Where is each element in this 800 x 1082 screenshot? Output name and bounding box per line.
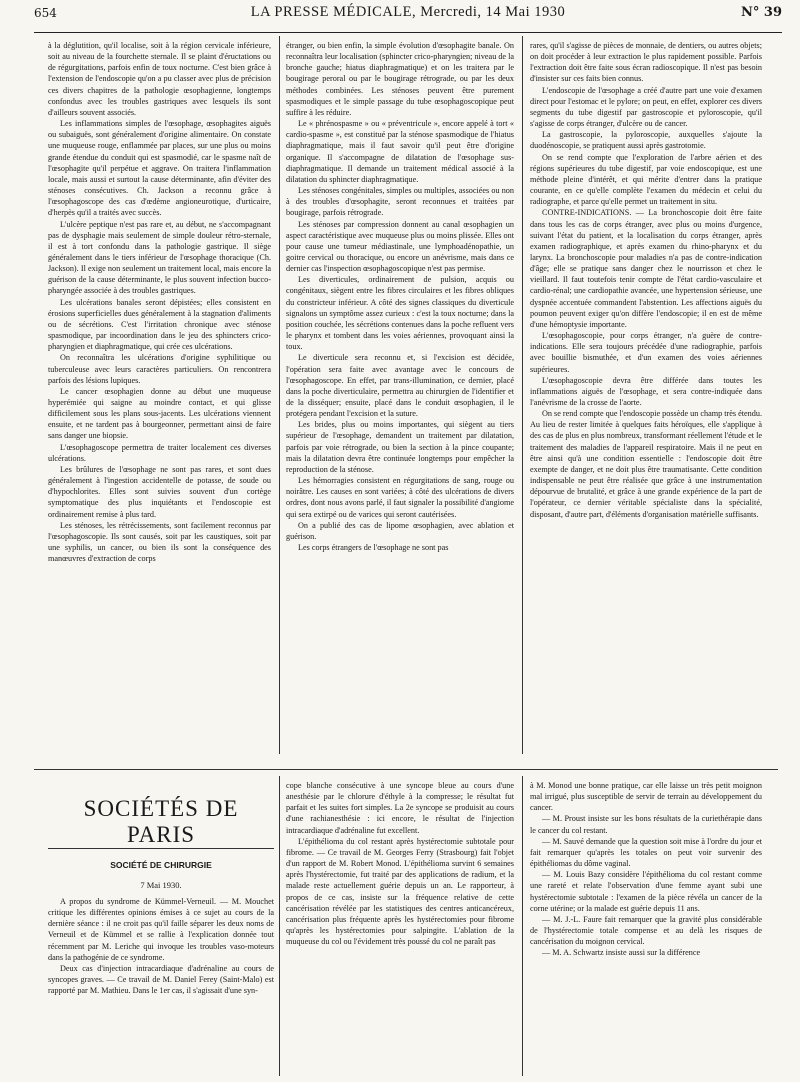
paragraph: On reconnaîtra les ulcérations d'origine syphilitique ou tuberculeuse avec leurs caractères particuliers. On rencontrera parfois des lésions lupiques. bbox=[48, 353, 271, 385]
paragraph: L'œsophagoscopie devra être différée dans toutes les inflammations aiguës de l'œsophage, et sera contre-indiquée dans l'anévrisme de la crosse de l'aorte. bbox=[530, 375, 762, 407]
paragraph: On a publié des cas de lipome œsophagien, avec ablation et guérison. bbox=[286, 520, 514, 541]
paragraph: — M. Sauvé demande que la question soit mise à l'ordre du jour et fait remarquer qu'après les totales on peut voir survenir des épithéliomas du dôme vaginal. bbox=[530, 836, 762, 869]
paragraph: L'œsophagoscope permettra de traiter localement ces diverses ulcérations. bbox=[48, 442, 271, 463]
paragraph: L'épithélioma du col restant après hystérectomie subtotale pour fibrome. — Ce travail de M. Georges Ferry (Strasbourg) fait l'objet d'un rapport de M. Robert Monod. L'épithélioma survint 6 semaines après l'hystérectomie, fut traité par des applications de radium, et la malade reste actuellement guérie depuis un an. Le rapporteur, à propos de ce cas, insiste sur la fréquence relative de cette cancérisation révélée par les statistiques des centres anticancéreux, cancérisation plus fréquente après les hystérectomies pour fibrome qu'après les hystérectomies pour salpingite. L'ablation de la muqueuse du col ou l'évidement très poussé du col ne paraît pas bbox=[286, 836, 514, 947]
paragraph: Les brides, plus ou moins importantes, qui siègent au tiers supérieur de l'œsophage, demandent un traitement par dilatation, parfois par voie rétrograde, ou bien la section à la pince coupante; mais la dilatation devra être continuée longtemps pour empêcher la reproduction de la sténose. bbox=[286, 420, 514, 474]
paragraph: L'œsophagoscopie, pour corps étranger, n'a guère de contre-indications. Elle sera toujours précédée d'une radiographie, parfois avec bouillie bismuthée, et d'un examen des voies aériennes supérieures. bbox=[530, 331, 762, 374]
society-name: SOCIÉTÉ DE CHIRURGIE bbox=[110, 860, 212, 870]
paragraph: cope blanche consécutive à une syncope bleue au cours d'une anesthésie par le chlorure d'éthyle à la compresse; le résultat fut parfait et les suites fort simples. La 2e syncope se produisit au cours d'une rachianesthésie : ici encore, le résultat de l'injection intracardiaque d'adrénaline fut excellent. bbox=[286, 781, 514, 835]
paragraph: Le « phrénospasme » ou « préventricule », encore appelé à tort « cardio-spasme », est constitué par la sténose spasmodique de l'hiatus diaphragmatique, mais il faut savoir qu'il peut être d'origine organique. Il s'accompagne de dilatation de l'œsophage sus-diaphragmatique. Il demande un traitement médical associé à la dilatation du sphincter diaphragmatique. bbox=[286, 119, 514, 184]
society-column-1 bbox=[48, 896, 274, 1076]
paragraph: Les sténoses par compression donnent au canal œsophagien un aspect caractéristique avec muqueuse plus ou moins plissée. Elles ont pour cause une tumeur médiastinale, une lymphoadénopathie, un goitre cervical ou thoracique, ou encore un anévrisme, mais dans ce dernier cas l'inspection œsophagoscopique n'est pas permise. bbox=[286, 219, 514, 274]
article-column-3 bbox=[530, 40, 762, 750]
paragraph: Les sténoses, les rétrécissements, sont facilement reconnus par l'œsophagoscopie. Ils sont causés, soit par les caustiques, soit par une syphilis, un cancer, ou bien ils sont la conséquence des manœuvres d'extraction de corps bbox=[48, 520, 271, 564]
paragraph: On se rend compte que l'exploration de l'arbre aérien et des régions supérieures du tube digestif, par voie endoscopique, est une méthode pleine d'intérêt, et qui mérite d'entrer dans la pratique courante, en ce qu'elle complète l'examen du médecin et celui du radiographe, et parce qu'elle permet un traitement in situ. bbox=[530, 152, 762, 207]
paragraph: Les diverticules, ordinairement de pulsion, acquis ou congénitaux, siègent entre les fibres circulaires et les fibres obliques du constricteur inférieur. A côté des signes classiques du diverticule signalons un symptôme assez curieux : c'est la toux nocturne; dans la position couchée, les sécrétions contenues dans la poche refluent vers le pharynx et tombent dans les voies aériennes, provoquant ainsi la toux. bbox=[286, 275, 514, 352]
page-number: 654 bbox=[34, 6, 57, 20]
paragraph: à la déglutition, qu'il localise, soit à la région cervicale inférieure, soit au niveau de la fourchette sternale. Il se plaint d'éructations ou de régurgitations, parfois enfin de toux nocturne. C'est bien grâce à l'extension de l'endoscopie qu'on a pu classer avec plus de précision ces divers chapitres de la pathologie œsophagienne, longtemps confondus avec les troubles gastriques avec lesquels ils sont d'ailleurs souvent associés. bbox=[48, 41, 271, 117]
paragraph: étranger, ou bien enfin, la simple évolution d'œsophagite banale. On reconnaîtra leur localisation (sphincter crico-pharyngien; niveau de la bronche gauche; hiatus diaphragmatique) et on les traitera par le bougirage peroral ou par le bougirage rétrograde, ou par les deux méthodes combinées. Les sténoses peuvent être purement spasmodiques et le simple passage du tube œsophagoscopique peut suffire à les réduire. bbox=[286, 41, 514, 117]
paragraph: — M. J.-L. Faure fait remarquer que la gravité plus considérable de l'hystérectomie totale compense et au delà les risques de cancérisation du moignon cervical. bbox=[530, 914, 762, 947]
paragraph: Deux cas d'injection intracardiaque d'adrénaline au cours de syncopes graves. — Ce travail de M. Daniel Ferey (Saint-Malo) est rapporté par M. Mathieu. Dans le 1er cas, il s'agissait d'une syn- bbox=[48, 963, 274, 996]
column-divider bbox=[279, 776, 280, 1076]
paragraph: Les corps étrangers de l'œsophage ne sont pas bbox=[298, 543, 449, 553]
issue-number: N° 39 bbox=[741, 5, 782, 20]
paragraph: La gastroscopie, la pyloroscopie, auxquelles s'ajoute la duodénoscopie, se pratiquent aussi après gastrotomie. bbox=[530, 130, 762, 151]
article-column-1 bbox=[48, 40, 271, 740]
paragraph: — M. Louis Bazy considère l'épithélioma du col restant comme une rareté et relate l'observation d'une femme ayant subi une hystérectomie subtotale : l'examen de la pièce révéla un cancer de la corne utérine; or la malade est guérie depuis 11 ans. bbox=[530, 870, 762, 913]
paragraph: Les hémorragies consistent en régurgitations de sang, rouge ou noirâtre. Les causes en sont variées; à côté des ulcérations de divers ordres, dont nous avons parlé, il faut signaler la possibilité d'angiome qui sera extirpé ou de varices qui seront cautérisées. bbox=[286, 476, 514, 519]
paragraph: Les brûlures de l'œsophage ne sont pas rares, et sont dues généralement à l'ingestion accidentelle de potasse, de soude ou d'hypochlorites. Elles sont suivies souvent d'un cortège symptomatique des plus inquiétants et l'endoscopie est ordinairement remise à plus tard. bbox=[48, 464, 271, 519]
column-divider bbox=[279, 36, 280, 754]
paragraph: — M. Proust insiste sur les bons résultats de la curiethérapie dans le cancer du col restant. bbox=[530, 814, 762, 835]
paragraph: L'endoscopie de l'œsophage a créé d'autre part une voie d'examen direct pour l'estomac et le pylore; on peut, en effet, explorer ces divers segments du tube digestif par gastroscopie et pyloroscopie, qu'il s'agisse de corps étranger, d'ulcère ou de cancer. bbox=[530, 85, 762, 129]
paragraph: — M. A. Schwartz insiste aussi sur la différence bbox=[542, 948, 701, 958]
paragraph: Les inflammations simples de l'œsophage, œsophagites aiguës ou subaiguës, sont généralement d'origine alimentaire. On constate une muqueuse rouge, enflammée par places, sur une plus ou moins grande étendue du conduit qui est spasmodié, car le spasme naît de l'œsophagite qu'il perpétue et aggrave. On traitera l'inflammation locale, mais aussi et surtout la cause déterminante, afin d'éviter des sténoses consécutives. Ch. Jackson a reconnu grâce à l'œsophagoscope des cas d'œdème angioneurotique, d'urticaire, d'herpès qu'il a traités avec succès. bbox=[48, 119, 271, 218]
title-rule bbox=[48, 848, 274, 849]
paragraph: à M. Monod une bonne pratique, car elle laisse un très petit moignon mal irrigué, plus susceptible de servir de terrain au développement du cancer. bbox=[530, 781, 762, 813]
paragraph: Le cancer œsophagien donne au début une muqueuse hyperémiée qui saigne au moindre contact, et qui glisse difficilement sous les plans sous-jacents. Les ulcérations viennent ensuite, et ne tardent pas à bourgeonner, permettant ainsi de faire sans danger une biopsie. bbox=[48, 386, 271, 441]
page-header bbox=[34, 4, 782, 33]
session-date: 7 Mai 1930. bbox=[140, 880, 182, 890]
paragraph: rares, qu'il s'agisse de pièces de monnaie, de dentiers, ou autres objets; on doit procéder à leur extraction le plus rapidement possible. Parfois l'extraction doit être faite sous écran radioscopique. Il n'est pas besoin d'insister sur ces faits bien connus. bbox=[530, 41, 762, 84]
paragraph: L'ulcère peptique n'est pas rare et, au début, ne s'accompagnant pas de dysphagie mais seulement de simple douleur rétro-sternale, il est à tort confondu dans la pathologie gastrique. Il siège généralement dans le tiers inférieur de l'œsophage thoracique (Ch. Jackson). Il exige non seulement un traitement local, mais encore la guérison de la cause déterminante, le plus souvent infection bucco-pharyngée associée à des troubles gastriques. bbox=[48, 219, 271, 296]
paragraph: Le diverticule sera reconnu et, si l'excision est décidée, l'opération sera faite avec avantage avec le concours de l'œsophagoscope. En effet, par trans-illumination, ce dernier, placé dans la poche diverticulaire, permettra au chirurgien de l'identifier et de la disséquer; ensuite, placé dans le conduit œsophagien, il le protégera pendant l'excision et la suture. bbox=[286, 353, 514, 419]
article-column-2 bbox=[286, 40, 514, 760]
section-title: SOCIÉTÉS DE PARIS bbox=[83, 796, 239, 847]
society-column-3 bbox=[530, 780, 762, 1075]
journal-title: LA PRESSE MÉDICALE, Mercredi, 14 Mai 1930 bbox=[250, 4, 566, 20]
column-divider bbox=[522, 776, 523, 1076]
paragraph: CONTRE-INDICATIONS. — La bronchoscopie doit être faite dans tous les cas de corps étranger, avec plus ou moins d'urgence, suivant l'état du patient, et la localisation du corps étranger, après examen radiographique, et après examen du rhino-pharynx et du larynx. La bronchoscopie pour maladies n'a pas de contre-indication d'âge; elle se pratique sans danger chez le nourrisson et chez le vieillard. Il faut toutefois tenir compte de l'état cardio-vasculaire et cardio-rénal; une cardiopathie avancée, une hypertension sérieuse, une dyspnée accentuée commandent l'abstention. Les affections aiguës du poumon peuvent exiger qu'on diffère l'endoscopie; il en est de même d'une hémoptysie importante. bbox=[530, 208, 762, 329]
society-column-2 bbox=[286, 780, 514, 1075]
paragraph: Les sténoses congénitales, simples ou multiples, associées ou non à des troubles d'œsophagite, seront reconnues et traitées par bougirage, parfois rétrograde. bbox=[286, 186, 514, 218]
paragraph: A propos du syndrome de Kümmel-Verneuil. — M. Mouchet critique les différentes opinions émises à ce sujet au cours de la dernière séance : il ne croit pas qu'il faille séparer les deux noms de Verneuil et de Kümmel et se rallie à l'explication donnée tout récemment par M. Leriche qui invoque les troubles vaso-moteurs dans la pathogénie de ce syndrome. bbox=[48, 897, 274, 962]
paragraph: Les ulcérations banales seront dépistées; elles consistent en érosions superficielles dues généralement à la stagnation d'aliments ou de sécrétions. C'est l'irritation chronique avec sténose spasmodique, par incoordination dans le jeu des sphincters crico-pharyngien et diaphragmatique, qui crée ces ulcérations. bbox=[48, 297, 271, 352]
paragraph: On se rend compte que l'endoscopie possède un champ très étendu. Au lieu de rester limitée à quelques faits héroïques, elle s'applique à des cas de plus en plus nombreux, transformant réellement l'étude et le traitement des maladies de l'appareil respiratoire. Mais il ne peut en être ainsi qu'à une condition essentielle : l'endoscopie doit être exempte de danger, et ne doit plus être traumatisante. Cette condition indispensable ne peut être réalisée que grâce à une instrumentation dépourvue de brutalité, et grâce à une grande expérience de la part de l'opérateur, ce dernier véritable spécialiste dans la spécialité, disposant, d'autre part, d'éléments d'organisation matérielle suffisants. bbox=[530, 409, 762, 519]
section-divider bbox=[34, 769, 778, 770]
column-divider bbox=[522, 36, 523, 754]
